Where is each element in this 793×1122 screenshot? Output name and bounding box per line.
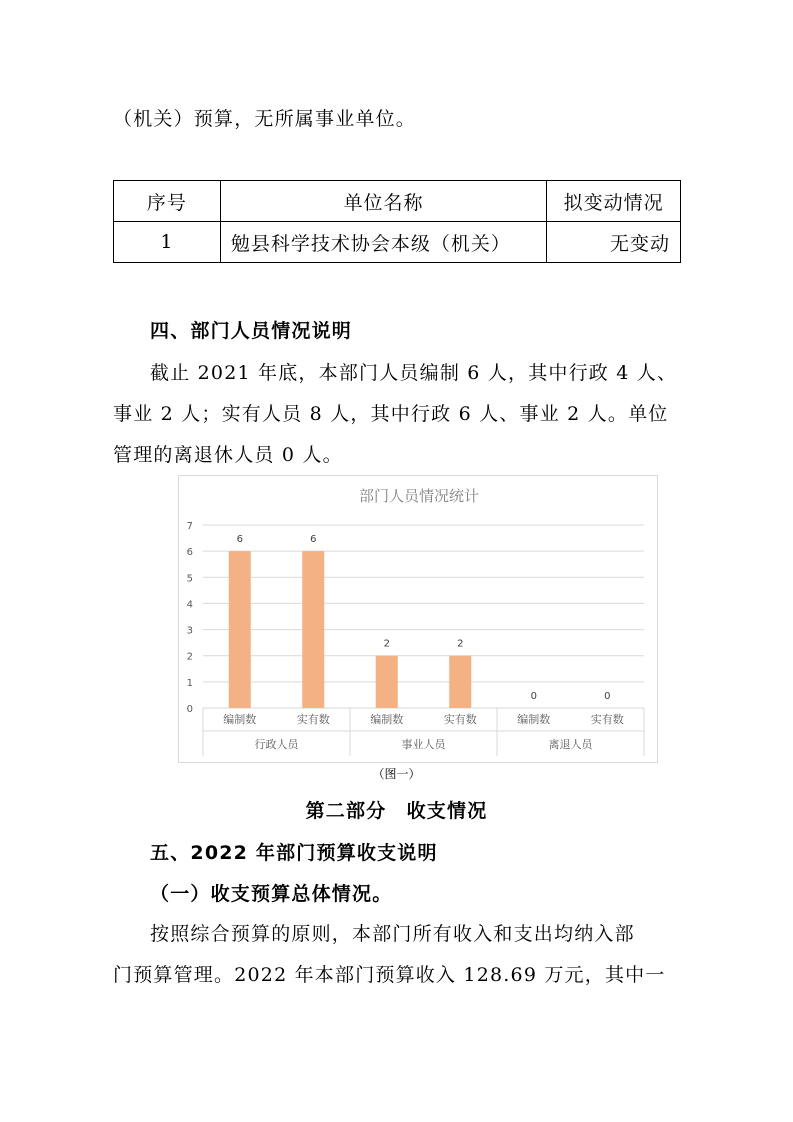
paragraph-line: 管理的离退休人员 0 人。 [113,444,343,466]
paragraph-line: 事业 2 人；实有人员 8 人，其中行政 6 人、事业 2 人。单位 [113,403,669,425]
x-tick-label: 编制数 [370,713,404,726]
table-cell: 勉县科学技术协会本级（机关） [220,222,546,263]
data-label: 2 [383,638,390,650]
paragraph-line: 按照综合预算的原则，本部门所有收入和支出均纳入部 [150,923,635,945]
intro-text: （机关）预算，无所属事业单位。 [113,108,417,130]
x-tick-label: 实有数 [443,713,477,726]
x-tick-label: 实有数 [590,713,624,726]
bar [376,656,398,708]
table-header-row [114,181,681,222]
group-label: 行政人员 [254,738,299,751]
y-tick-label: 4 [186,599,193,611]
y-tick-label: 3 [186,625,193,637]
bar [449,656,471,708]
section5-heading: 五、2022 年部门预算收支说明 [150,842,438,864]
table-cell: 无变动 [547,222,681,263]
paragraph-line: 门预算管理。2022 年本部门预算收入 128.69 万元，其中一 [113,964,666,986]
chart-title: 部门人员情况统计 [358,487,480,505]
bar [302,551,324,708]
table-header-cell: 序号 [114,181,221,222]
group-label: 离退人员 [548,738,593,751]
table-row [114,222,681,263]
staff-chart [178,475,658,763]
y-tick-label: 6 [186,547,193,559]
y-tick-label: 0 [186,704,193,715]
data-label: 2 [457,638,464,650]
x-tick-label: 编制数 [223,713,257,726]
y-tick-label: 2 [186,651,193,663]
y-tick-label: 1 [186,677,193,689]
figure-caption: （图一） [372,767,421,781]
y-tick-label: 7 [186,521,193,532]
data-label: 6 [236,534,243,546]
bar [229,551,251,708]
table-header-cell: 单位名称 [220,181,546,222]
group-label: 事业人员 [401,738,446,751]
paragraph-line: 截止 2021 年底，本部门人员编制 6 人，其中行政 4 人、 [150,362,678,384]
y-tick-label: 5 [186,573,193,585]
units-table [113,180,681,263]
table-header-cell: 拟变动情况 [547,181,681,222]
x-tick-label: 编制数 [517,713,551,726]
x-tick-label: 实有数 [296,713,330,726]
chart-svg [179,476,659,764]
table-cell: 1 [114,222,221,263]
data-label: 0 [604,691,611,702]
data-label: 0 [530,691,537,702]
section5-subheading: （一）收支预算总体情况。 [150,883,393,905]
section4-heading: 四、部门人员情况说明 [150,320,353,342]
data-label: 6 [310,534,317,546]
part2-title: 第二部分 收支情况 [305,800,488,822]
